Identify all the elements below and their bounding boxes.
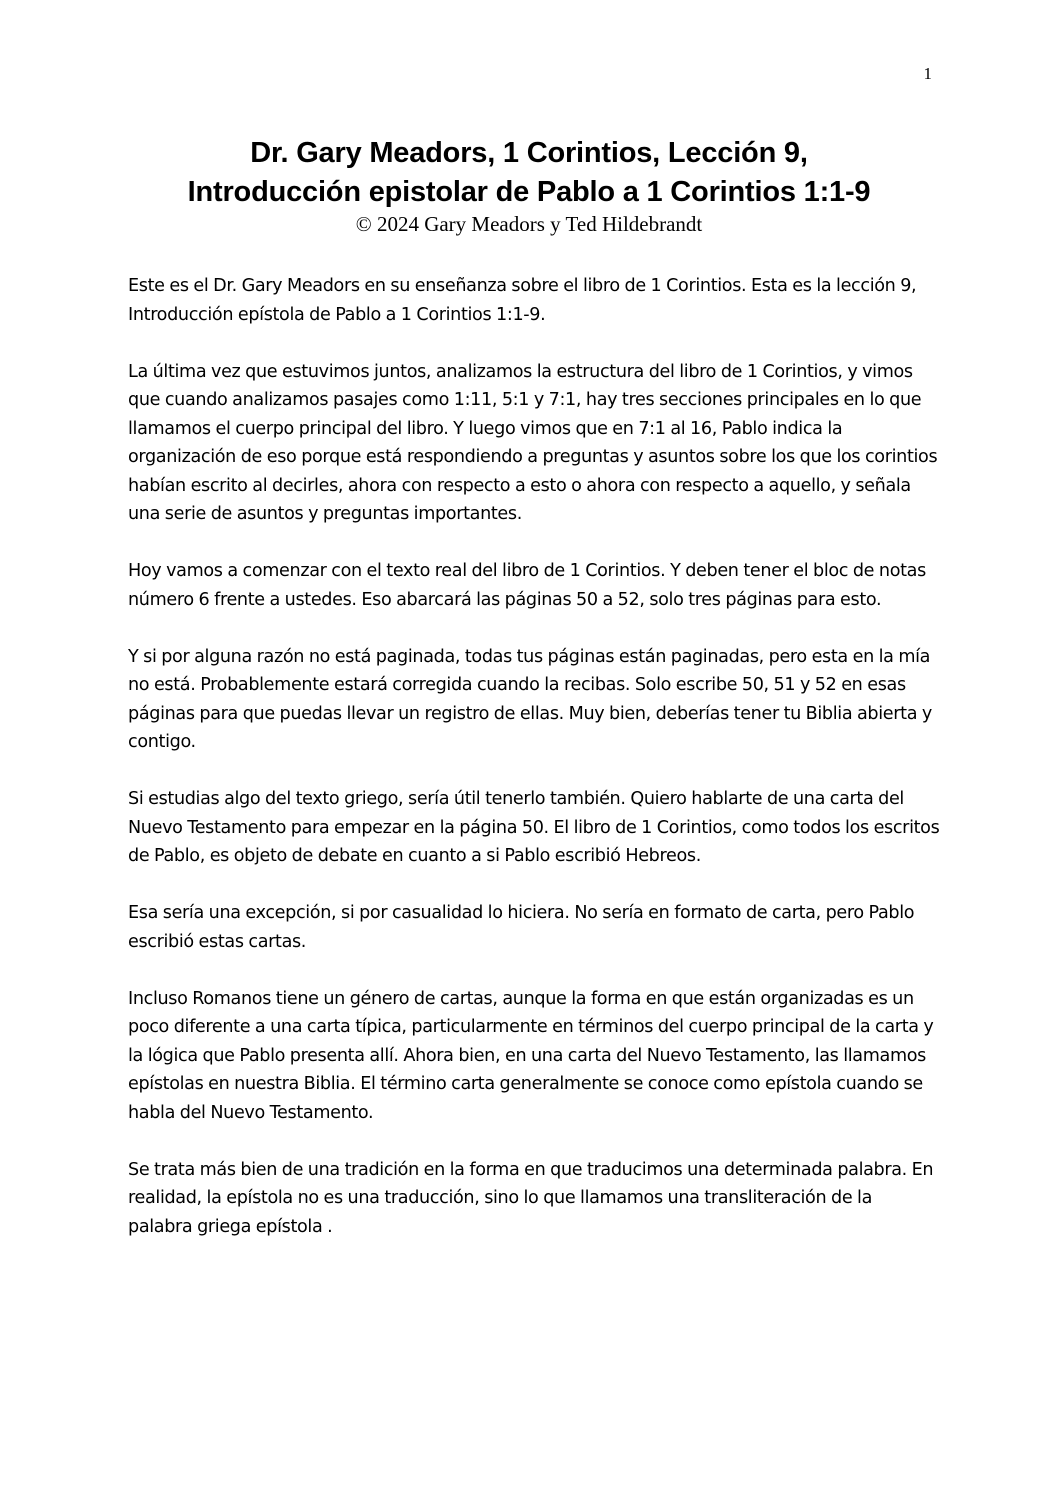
document-header	[100, 134, 958, 236]
paragraph-4: Y si por alguna razón no está paginada, todas tus páginas están paginadas, pero esta en la mía no está. Probablemente estará corregida cuando la recibas. Solo escribe 50, 51 y 52 en esas páginas para que puedas llevar un registro de ellas. Muy bien, deberías tener tu Biblia abierta y contigo.	[128, 646, 932, 752]
paragraph-7: Incluso Romanos tiene un género de cartas, aunque la forma en que están organizadas es un poco diferente a una carta típica, particularmente en términos del cuerpo principal de la carta y la lógica que Pablo presenta allí. Ahora bien, en una carta del Nuevo Testamento, las llamamos epístolas en nuestra Biblia. El término carta generalmente se conoce como epístola cuando se habla del Nuevo Testamento.	[128, 988, 934, 1123]
page-number: 1	[923, 64, 932, 83]
paragraph-5: Si estudias algo del texto griego, sería útil tenerlo también. Quiero hablarte de una carta del Nuevo Testamento para empezar en la página 50. El libro de 1 Corintios, como todos los escritos de Pablo, es objeto de debate en cuanto a si Pablo escribió Hebreos.	[128, 789, 940, 866]
paragraph-3: Hoy vamos a comenzar con el texto real del libro de 1 Corintios. Y deben tener el bloc de notas número 6 frente a ustedes. Eso abarcará las páginas 50 a 52, solo tres páginas para esto.	[128, 561, 926, 610]
title-line-2: Introducción epistolar de Pablo a 1 Corintios 1:1-9	[187, 176, 871, 208]
document-title	[100, 134, 958, 212]
title-line-1: Dr. Gary Meadors, 1 Corintios, Lección 9,	[250, 137, 808, 169]
copyright-notice: © 2024 Gary Meadors y Ted Hildebrandt	[355, 212, 703, 236]
paragraph-1: Este es el Dr. Gary Meadors en su enseñanza sobre el libro de 1 Corintios. Esta es la lección 9, Introducción epístola de Pablo a 1 Corintios 1:1-9.	[128, 276, 917, 325]
paragraph-2: La última vez que estuvimos juntos, analizamos la estructura del libro de 1 Corintios, y vimos que cuando analizamos pasajes como 1:11, 5:1 y 7:1, hay tres secciones principales en lo que llamamos el cuerpo principal del libro. Y luego vimos que en 7:1 al 16, Pablo indica la organización de eso porque está respondiendo a preguntas y asuntos sobre los que los corintios habían escrito al decirles, ahora con respecto a esto o ahora con respecto a aquello, y señala una serie de asuntos y preguntas importantes.	[128, 361, 938, 524]
document-body	[128, 272, 940, 1270]
paragraph-6: Esa sería una excepción, si por casualidad lo hiciera. No sería en formato de carta, pero Pablo escribió estas cartas.	[128, 903, 915, 952]
paragraph-8: Se trata más bien de una tradición en la forma en que traducimos una determinada palabra. En realidad, la epístola no es una traducción, sino lo que llamamos una transliteración de la palabra griega epístola .	[128, 1159, 934, 1237]
